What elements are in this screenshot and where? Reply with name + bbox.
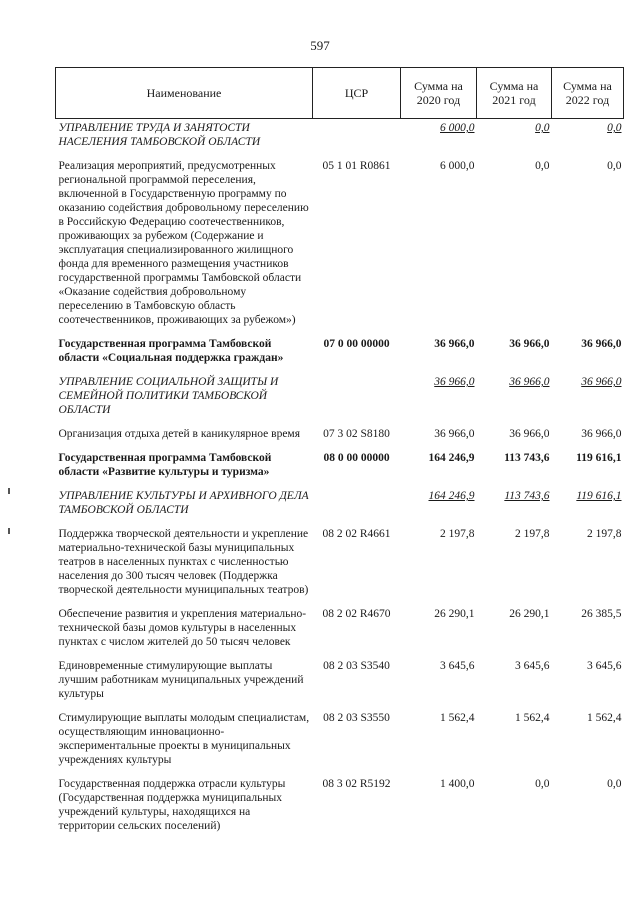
row-sum-2020: 164 246,9 [428, 490, 475, 502]
administrator-row [56, 119, 624, 158]
row-csr: 08 2 03 S3550 [323, 712, 390, 724]
row-sum-2021: 36 966,0 [509, 428, 550, 440]
program-row [56, 449, 624, 487]
row-sum-2020: 26 290,1 [434, 608, 475, 620]
table-row [56, 157, 624, 335]
row-sum-2021: 0,0 [535, 778, 550, 790]
table-row [56, 605, 624, 657]
header-sum-2021: Сумма на 2021 год [477, 68, 552, 119]
row-sum-2022: 36 966,0 [581, 376, 622, 388]
row-name: УПРАВЛЕНИЕ КУЛЬТУРЫ И АРХИВНОГО ДЕЛА ТАМБОВСКОЙ ОБЛАСТИ [58, 490, 309, 516]
row-csr: 08 3 02 R5192 [322, 778, 391, 790]
row-csr: 05 1 01 R0861 [322, 160, 391, 172]
table-header [56, 68, 624, 119]
row-csr: 07 0 00 00000 [323, 338, 390, 350]
table-row [56, 425, 624, 449]
table-body [56, 119, 624, 842]
row-csr: 08 0 00 00000 [323, 452, 390, 464]
program-row [56, 335, 624, 373]
row-sum-2021: 113 743,6 [504, 452, 550, 464]
row-sum-2022: 26 385,5 [581, 608, 622, 620]
row-csr [313, 119, 401, 158]
row-sum-2022: 1 562,4 [587, 712, 622, 724]
table-row [56, 709, 624, 775]
row-name: Стимулирующие выплаты молодым специалистам, осуществляющим инновационно-экспериментальные проекты в муниципальных учреждениях культуры [58, 712, 310, 766]
row-sum-2020: 164 246,9 [428, 452, 475, 464]
row-sum-2021: 26 290,1 [509, 608, 550, 620]
row-csr: 07 3 02 S8180 [323, 428, 390, 440]
row-sum-2022: 0,0 [607, 160, 622, 172]
page-number: 597 [310, 38, 330, 53]
row-sum-2020: 1 400,0 [440, 778, 475, 790]
header-sum-2020: Сумма на 2020 год [401, 68, 477, 119]
row-sum-2021: 3 645,6 [515, 660, 550, 672]
row-name: УПРАВЛЕНИЕ СОЦИАЛЬНОЙ ЗАЩИТЫ И СЕМЕЙНОЙ ПОЛИТИКИ ТАМБОВСКОЙ ОБЛАСТИ [58, 376, 279, 416]
row-name: Государственная программа Тамбовской области «Социальная поддержка граждан» [58, 338, 284, 364]
row-name: Обеспечение развития и укрепления материально-технической базы домов культуры в населенных пунктах с числом жителей до 50 тысяч человек [58, 608, 307, 648]
row-sum-2020: 1 562,4 [440, 712, 475, 724]
budget-table [55, 67, 624, 841]
row-name: Реализация мероприятий, предусмотренных региональной программой переселения, включенной в Государственную программу по оказанию содействия добровольному переселению в Российскую Федерацию соотечественников, проживающих за рубежом (Содержание и эксплуатация специализированного жилищного фонда для временного размещения участников государственной программы Тамбовской области «Оказание содействия добровольному переселению в Тамбовскую область соотечественников, проживающих за рубежом») [58, 160, 309, 326]
row-sum-2021: 0,0 [535, 122, 550, 134]
row-sum-2022: 0,0 [607, 778, 622, 790]
row-sum-2021: 36 966,0 [509, 376, 550, 388]
row-name: Поддержка творческой деятельности и укрепление материально-технической базы муниципальных театров в населенных пунктах с численностью населения до 300 тысяч человек (Поддержка творческой деятельности муниципальных театров) [58, 528, 309, 596]
row-sum-2022: 36 966,0 [581, 428, 622, 440]
administrator-row [56, 373, 624, 425]
row-sum-2022: 119 616,1 [576, 490, 622, 502]
table-row [56, 525, 624, 605]
row-csr: 08 2 02 R4661 [322, 528, 391, 540]
row-csr [313, 487, 401, 525]
row-sum-2021: 2 197,8 [515, 528, 550, 540]
row-sum-2020: 6 000,0 [440, 122, 475, 134]
row-sum-2021: 0,0 [535, 160, 550, 172]
row-name: Государственная поддержка отрасли культуры (Государственная поддержка муниципальных учреждений культуры, находящихся на территории сельских поселений) [58, 778, 286, 832]
administrator-row [56, 487, 624, 525]
margin-tick-mark [8, 528, 10, 534]
row-sum-2021: 113 743,6 [504, 490, 550, 502]
margin-tick-mark [8, 488, 10, 494]
row-sum-2022: 3 645,6 [587, 660, 622, 672]
header-csr: ЦСР [313, 68, 401, 119]
header-name: Наименование [56, 68, 313, 119]
row-sum-2022: 2 197,8 [587, 528, 622, 540]
row-sum-2022: 119 616,1 [576, 452, 622, 464]
row-sum-2020: 2 197,8 [440, 528, 475, 540]
row-name: Организация отдыха детей в каникулярное время [58, 428, 300, 440]
row-csr [313, 373, 401, 425]
row-sum-2020: 6 000,0 [440, 160, 475, 172]
row-sum-2022: 36 966,0 [581, 338, 622, 350]
row-sum-2021: 1 562,4 [515, 712, 550, 724]
row-name: Государственная программа Тамбовской области «Развитие культуры и туризма» [58, 452, 272, 478]
row-sum-2020: 36 966,0 [434, 338, 475, 350]
header-sum-2022: Сумма на 2022 год [552, 68, 624, 119]
row-sum-2021: 36 966,0 [509, 338, 550, 350]
row-csr: 08 2 02 R4670 [322, 608, 391, 620]
row-csr: 08 2 03 S3540 [323, 660, 390, 672]
table-row [56, 657, 624, 709]
row-sum-2022: 0,0 [607, 122, 622, 134]
row-name: УПРАВЛЕНИЕ ТРУДА И ЗАНЯТОСТИ НАСЕЛЕНИЯ ТАМБОВСКОЙ ОБЛАСТИ [58, 122, 261, 148]
table-row [56, 775, 624, 841]
row-sum-2020: 3 645,6 [440, 660, 475, 672]
row-sum-2020: 36 966,0 [434, 376, 475, 388]
row-name: Единовременные стимулирующие выплаты лучшим работникам муниципальных учреждений культуры [58, 660, 304, 700]
row-sum-2020: 36 966,0 [434, 428, 475, 440]
